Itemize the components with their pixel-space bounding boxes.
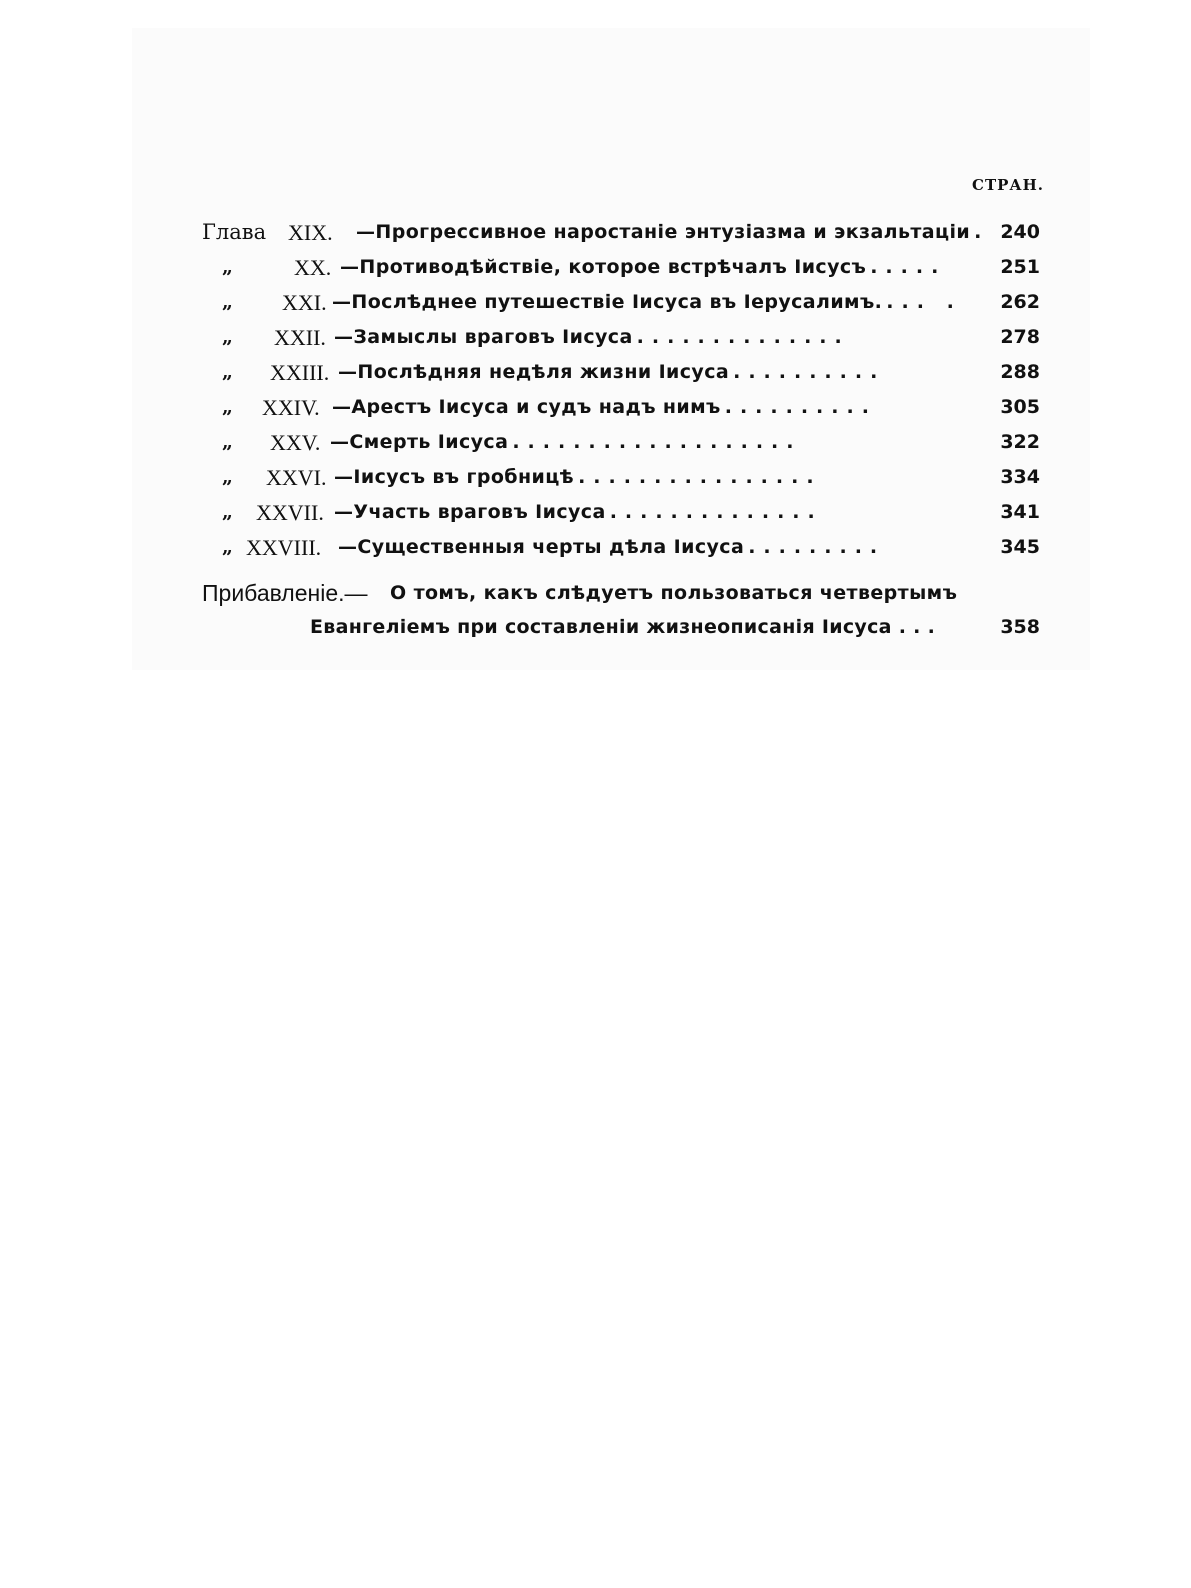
chapter-number: XXI. <box>282 290 327 315</box>
page-number: 322 <box>1000 431 1040 453</box>
chapter-title-text: —Смерть Іисуса <box>330 431 509 453</box>
page-number: 341 <box>1000 501 1040 523</box>
chapter-title-text: —Противодѣйствіе, которое встрѣчалъ Іисусъ <box>340 256 867 278</box>
chapter-title <box>340 250 976 285</box>
chapter-title-text: —Послѣднее путешествіе Іисуса въ Іерусалимъ. <box>332 291 883 313</box>
page-number: 262 <box>1000 291 1040 313</box>
toc-entry-xxviii <box>202 530 1048 565</box>
chapter-title <box>334 460 978 495</box>
chapter-title-text: —Прогрессивное наростаніе энтузіазма и экзальтаціи <box>356 221 971 243</box>
page-number: 305 <box>1000 396 1040 418</box>
chapter-title <box>332 390 978 425</box>
table-of-contents <box>202 215 1048 565</box>
entry-prefix: Глава <box>202 220 267 244</box>
ditto-mark: „ <box>222 291 233 313</box>
ditto-mark: „ <box>222 536 233 558</box>
chapter-number: XXVIII. <box>246 535 322 560</box>
leader-dots: .......... <box>724 396 877 418</box>
appendix-entry <box>202 580 1048 660</box>
chapter-number: XIX. <box>288 220 333 245</box>
leader-dots: . <box>974 221 990 243</box>
appendix-label: Прибавленіе.— <box>202 580 368 606</box>
chapter-title <box>334 495 978 530</box>
chapter-title-text: —Послѣдняя недѣля жизни Іисуса <box>338 361 730 383</box>
chapter-number: XXVII. <box>256 500 324 525</box>
leader-dots: .............. <box>609 501 823 523</box>
toc-entry-xxv <box>202 425 1048 460</box>
page-number: 278 <box>1000 326 1040 348</box>
toc-entry-xxii <box>202 320 1048 355</box>
toc-entry-xxvii <box>202 495 1048 530</box>
chapter-number: XXVI. <box>266 465 327 490</box>
appendix-page-number: 358 <box>1000 616 1040 638</box>
chapter-number: XXII. <box>274 325 326 350</box>
chapter-number: XXV. <box>270 430 321 455</box>
chapter-title-text: —Участь враговъ Іисуса <box>334 501 606 523</box>
leader-dots: ................... <box>512 431 802 453</box>
leader-dots: ... . <box>886 291 962 313</box>
chapter-title-text: —Существенныя черты дѣла Іисуса <box>338 536 745 558</box>
ditto-mark: „ <box>222 361 233 383</box>
page-number: 345 <box>1000 536 1040 558</box>
page-number: 334 <box>1000 466 1040 488</box>
toc-entry-xx <box>202 250 1048 285</box>
chapter-title <box>338 530 978 565</box>
leader-dots: .............. <box>636 326 850 348</box>
ditto-mark: „ <box>222 466 233 488</box>
chapter-number: XX. <box>294 255 332 280</box>
toc-entry-xxiv <box>202 390 1048 425</box>
leader-dots: ..... <box>870 256 947 278</box>
page-number: 251 <box>1000 256 1040 278</box>
leader-dots: .......... <box>733 361 886 383</box>
chapter-number: XXIII. <box>270 360 330 385</box>
appendix-title-line-1: О томъ, какъ слѣдуетъ пользоваться четвертымъ <box>390 582 958 604</box>
chapter-title <box>332 285 978 320</box>
chapter-title <box>338 355 978 390</box>
leader-dots: ......... <box>748 536 886 558</box>
chapter-title <box>330 425 978 460</box>
toc-entry-xxiii <box>202 355 1048 390</box>
toc-entry-xxi <box>202 285 1048 320</box>
toc-entry-xxvi <box>202 460 1048 495</box>
chapter-title-text: —Замыслы враговъ Іисуса <box>334 326 633 348</box>
chapter-number: XXIV. <box>262 395 320 420</box>
page-number: 240 <box>1000 221 1040 243</box>
chapter-title <box>356 215 990 250</box>
ditto-mark: „ <box>222 431 233 453</box>
ditto-mark: „ <box>222 396 233 418</box>
chapter-title-text: —Арестъ Іисуса и судъ надъ нимъ <box>332 396 721 418</box>
page-column-header: СТРАН. <box>972 176 1044 194</box>
page-number: 288 <box>1000 361 1040 383</box>
chapter-title <box>334 320 978 355</box>
ditto-mark: „ <box>222 501 233 523</box>
ditto-mark: „ <box>222 326 233 348</box>
ditto-mark: „ <box>222 256 233 278</box>
toc-entry-xix <box>202 215 1048 250</box>
chapter-title-text: —Іисусъ въ гробницѣ <box>334 466 575 488</box>
leader-dots: ................ <box>578 466 822 488</box>
appendix-title-line-2: Евангеліемъ при составленіи жизнеописанія Іисуса . . . <box>310 616 936 638</box>
